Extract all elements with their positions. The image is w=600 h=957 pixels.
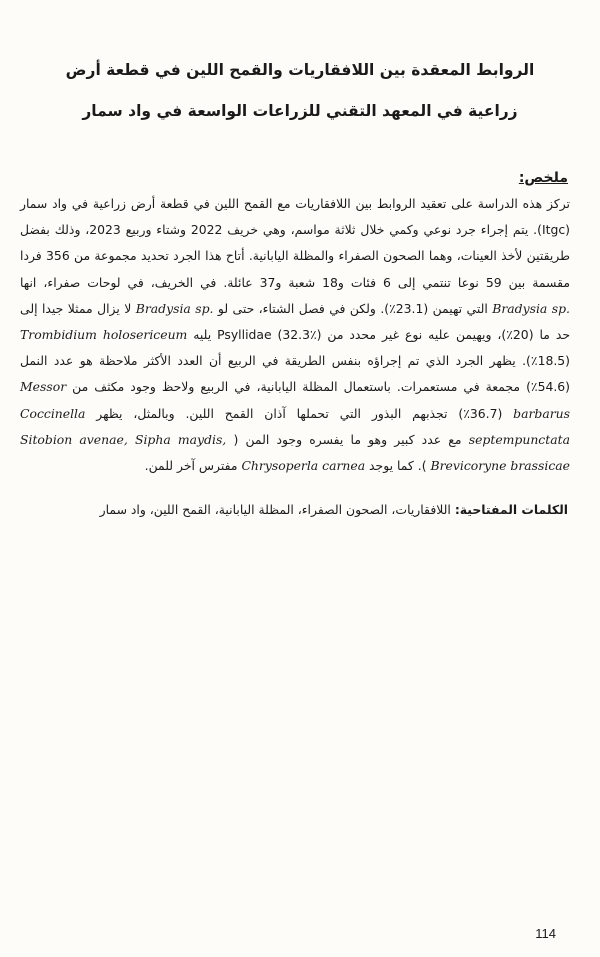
species-name: Messor barbarus [20, 379, 570, 421]
species-name: Sitobion avenae, Sipha maydis, [20, 431, 227, 447]
abstract-text: التي تهيمن (23.1٪). ولكن في فصل الشتاء، حتى لو [217, 300, 488, 316]
species-name: Coccinella septempunctata [20, 405, 570, 447]
abstract-text: لا يزال ممثلا جيدا إلى حد ما (20٪)، ويهيمن عليه نوع غير محدد من Psyllidae (32.3٪) يليه [20, 300, 570, 343]
abstract-text: (36.7٪) تجذبهم البذور التي تحملها آذان القمح اللين. وبالمثل، يظهر [96, 405, 503, 421]
species-name: Brevicoryne brassicae [430, 458, 570, 474]
abstract-text: ). كما يوجد [369, 458, 427, 474]
abstract-text: مع عدد كبير وهو ما يفسره وجود المن ( [233, 431, 462, 447]
abstract-body [20, 191, 570, 479]
species-name: Bradysia sp. [135, 300, 214, 316]
species-name: Chrysoperla carnea [241, 458, 366, 474]
species-name: Bradysia sp. [492, 300, 570, 316]
abstract-text: تركز هذه الدراسة على تعقيد الروابط بين اللافقاريات مع القمح اللين في قطعة أرض زراعية في واد سمار (Itgc). يتم إجراء جرد نوعي وكمي خلال ثلاثة مواسم، وهي خريف 2022 وشتاء وربيع 2023، وذلك بفضل طريقتين لأخذ العينات، وهما الصحون الصفراء والمظلة اليابانية. أتاح هذا الجرد تحديد مجموعة من 356 فردا مقسمة بين 59 نوعا تنتمي إلى 6 فئات و18 شعبة و37 عائلة. في الخريف، في لوحات صفراء، انها [20, 196, 570, 290]
abstract-text: (18.5٪). يظهر الجرد الذي تم إجراؤه بنفس الطريقة في الربيع أن العدد الأكثر ملاحظة هو عدد النمل (54.6٪) مجمعة في مستعمرات. باستعمال المظلة اليابانية، في الربيع ولاحظ وجود مكثف من [20, 353, 570, 395]
keywords-line [60, 500, 568, 520]
species-name: Trombidium holosericeum [20, 327, 188, 343]
keywords-text: اللافقاريات، الصحون الصفراء، المظلة اليابانية، القمح اللين، واد سمار [99, 502, 451, 517]
keywords-label: الكلمات المفتاحية: [454, 502, 568, 517]
abstract-paragraph [20, 191, 570, 479]
paper-title: الروابط المعقدة بين اللافقاريات والقمح اللين في قطعة أرض زراعية في المعهد التقني للزراعات الواسعة في واد سمار [65, 61, 535, 120]
abstract-heading: ملخص: [518, 170, 568, 186]
abstract-text: مفترس آخر للمن. [144, 458, 238, 474]
page-number: 114 [535, 926, 556, 941]
